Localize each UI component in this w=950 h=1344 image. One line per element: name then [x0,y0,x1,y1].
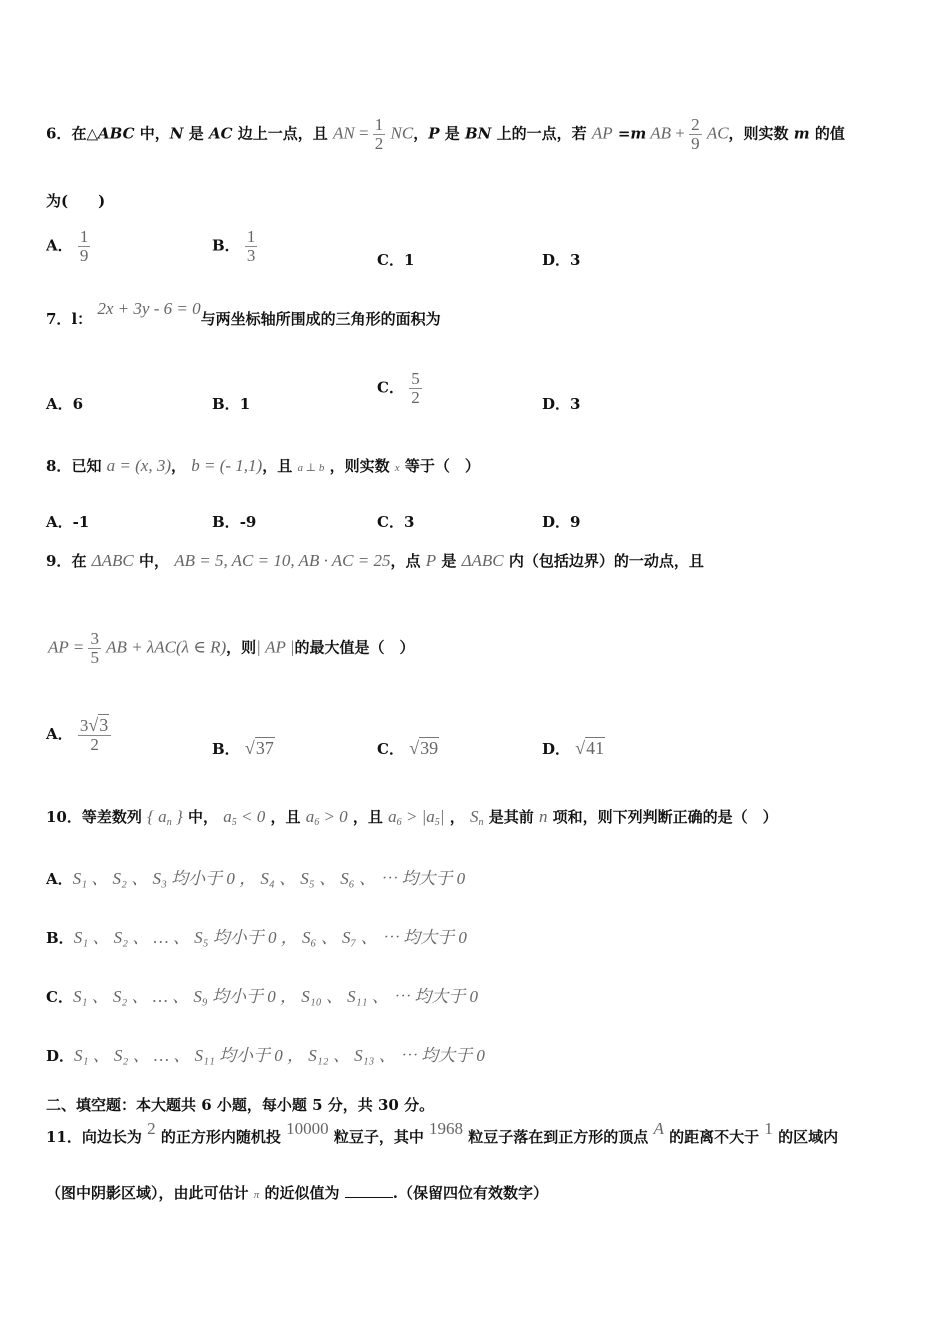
q7-option-a: A．6 [46,395,84,413]
q9-option-c: C． √39 [377,738,439,758]
q9-fraction-3-5: $\frac{3}{5}$ [90,629,99,667]
q8-option-b: B．-9 [212,513,257,531]
q7-option-b: B．1 [212,395,251,413]
q7-line: 7．l： 2x + 3y - 6 = 0与两坐标轴所围成的三角形的面积为 [46,299,441,328]
q9-line1: 9．在 ΔABC 中， AB = 5, AC = 10, AB · AC = 25，点 P 是 ΔABC 内（包括边界）的一动点，且 [46,551,704,570]
q8-line: 8．已知 a = (x, 3)， b = (- 1,1)，且 a ⊥ b ，则实数 x 等于（ ） [46,456,480,475]
q6-option-a: A． $\frac{1}{9}$ [46,227,89,265]
q6-option-d: D．3 [542,251,581,269]
q6-option-c: C．1 [377,251,415,269]
q10-option-b: B．S₁ 、 S₂ 、 … 、 S₅ 均小于 0 ， S₆ 、 S₇ 、 ⋯ 均大于 0 [46,928,467,947]
q9-option-a: A． $\frac{3√3}{2}$ [46,716,111,754]
q7-option-d: D．3 [542,395,581,413]
q6-line1: 6．在△ABC 中，N 是 AC 边上一点，且 AN = $\frac{1}{2}$ NC，P 是 BN 上的一点，若 AP =m AB + $\frac{2}{9}$ AC，则实数 m 的值 [46,115,845,153]
q10-line: 10．等差数列 { $a_n$ } 中， $a_5 < 0$ ，且 $a_6 > 0$ ，且 $a_6 > |a_5|$ ， $S_n$ 是其前 n 项和，则下列判断正确的是（ ） [46,807,778,828]
q6-line2: 为( ) [46,192,106,210]
q11-line2: （图中阴影区域），由此可估计 π 的近似值为 .（保留四位有效数字） [46,1184,548,1202]
q6-fraction-1-2: $\frac{1}{2}$ [374,115,384,153]
q10-option-d: D．S₁ 、 S₂ 、 … 、 S₁₁ 均小于 0 ， S₁₂ 、 S₁₃ 、 ⋯ 均大于 0 [46,1046,485,1065]
q9-line2: AP = $\frac{3}{5}$ AB + λAC(λ ∈ R)，则| AP |的最大值是（ ） [48,629,415,667]
q8-option-d: D．9 [542,513,581,531]
q11-line1: 11．向边长为 2 的正方形内随机投 10000 粒豆子，其中 1968 粒豆子落在到正方形的顶点 A 的距离不大于 1 的区域内 [46,1119,839,1146]
q9-option-d: D． √41 [542,738,605,758]
answer-blank[interactable] [345,1185,393,1198]
q6-option-b: B． $\frac{1}{3}$ [212,227,256,265]
q10-option-c: C．S₁ 、 S₂ 、 … 、 S₉ 均小于 0 ， S₁₀ 、 S₁₁ 、 ⋯ 均大于 0 [46,987,478,1006]
q10-option-a: A．S₁ 、 S₂ 、 S₃ 均小于 0 ， S₄ 、 S₅ 、 S₆ 、 ⋯ 均大于 0 [46,869,466,888]
q9-option-b: B． √37 [212,738,274,758]
q7-option-c: C． $\frac{5}{2}$ [377,369,420,407]
section-2-heading: 二、填空题：本大题共 6 小题，每小题 5 分，共 30 分。 [46,1096,435,1114]
q6-fraction-2-9: $\frac{2}{9}$ [691,115,700,153]
q8-option-c: C．3 [377,513,415,531]
q8-option-a: A．-1 [46,513,90,531]
